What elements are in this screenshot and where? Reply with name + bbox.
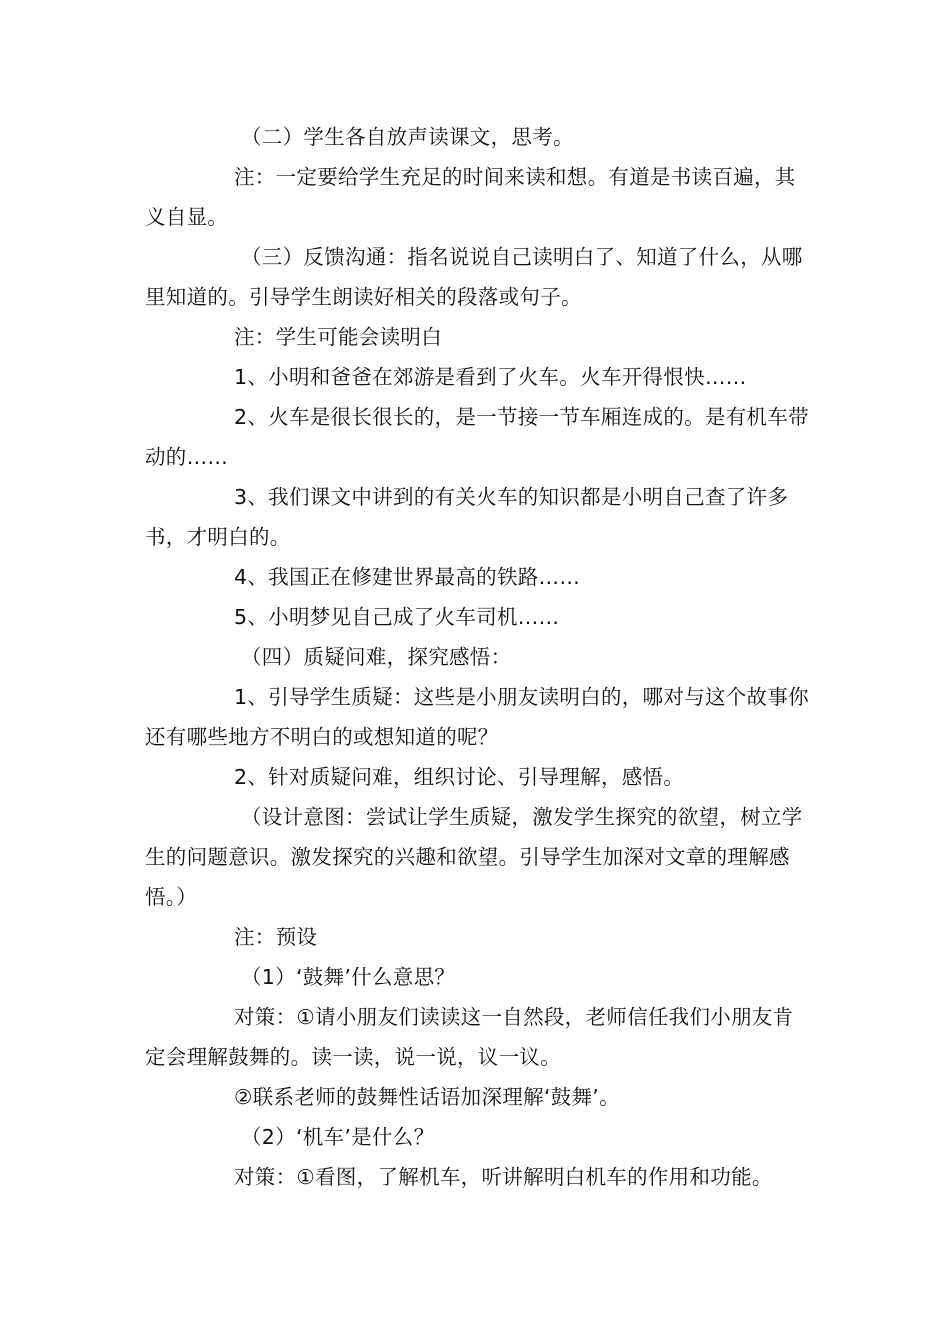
list-item: 2、针对质疑问难，组织讨论、引导理解，感悟。 <box>234 765 685 789</box>
list-item: 1、引导学生质疑：这些是小朋友读明白的，哪对与这个故事你还有哪些地方不明白的或想知道的呢？ <box>145 685 809 749</box>
document-body <box>145 117 813 1197</box>
note-heading: 注：学生可能会读明白 <box>234 325 442 349</box>
preset-heading: 注：预设 <box>234 925 318 949</box>
list-item: 5、小明梦见自己成了火车司机…… <box>234 605 560 629</box>
note-paragraph: 注：一定要给学生充足的时间来读和想。有道是书读百遍，其义自显。 <box>145 165 796 229</box>
section-two-heading: （二）学生各自放声读课文，思考。 <box>241 125 574 149</box>
list-item: 4、我国正在修建世界最高的铁路…… <box>234 565 581 589</box>
section-three-heading: （三）反馈沟通：指名说说自己读明白了、知道了什么，从哪里知道的。引导学生朗读好相关的段落或句子。 <box>145 245 803 309</box>
design-intent-paragraph: （设计意图：尝试让学生质疑，激发学生探究的欲望，树立学生的问题意识。激发探究的兴趣和欲望。引导学生加深对文章的理解感悟。） <box>145 805 803 909</box>
list-item: 3、我们课文中讲到的有关火车的知识都是小明自己查了许多书，才明白的。 <box>145 485 789 549</box>
section-four-heading: （四）质疑问难，探究感悟： <box>241 645 512 669</box>
list-item: 2、火车是很长很长的，是一节接一节车厢连成的。是有机车带动的…… <box>145 405 809 469</box>
strategy-paragraph: 对策：①看图，了解机车，听讲解明白机车的作用和功能。 <box>234 1165 773 1189</box>
strategy-paragraph: ②联系老师的鼓舞性话语加深理解‘鼓舞’。 <box>234 1085 620 1109</box>
question-two: （2）‘机车’是什么？ <box>241 1125 435 1149</box>
question-one: （1）‘鼓舞’什么意思？ <box>241 965 456 989</box>
list-item: 1、小明和爸爸在郊游是看到了火车。火车开得恨快…… <box>234 365 747 389</box>
strategy-paragraph: 对策：①请小朋友们读读这一自然段，老师信任我们小朋友肯定会理解鼓舞的。读一读，说一说，议一议。 <box>145 1005 794 1069</box>
